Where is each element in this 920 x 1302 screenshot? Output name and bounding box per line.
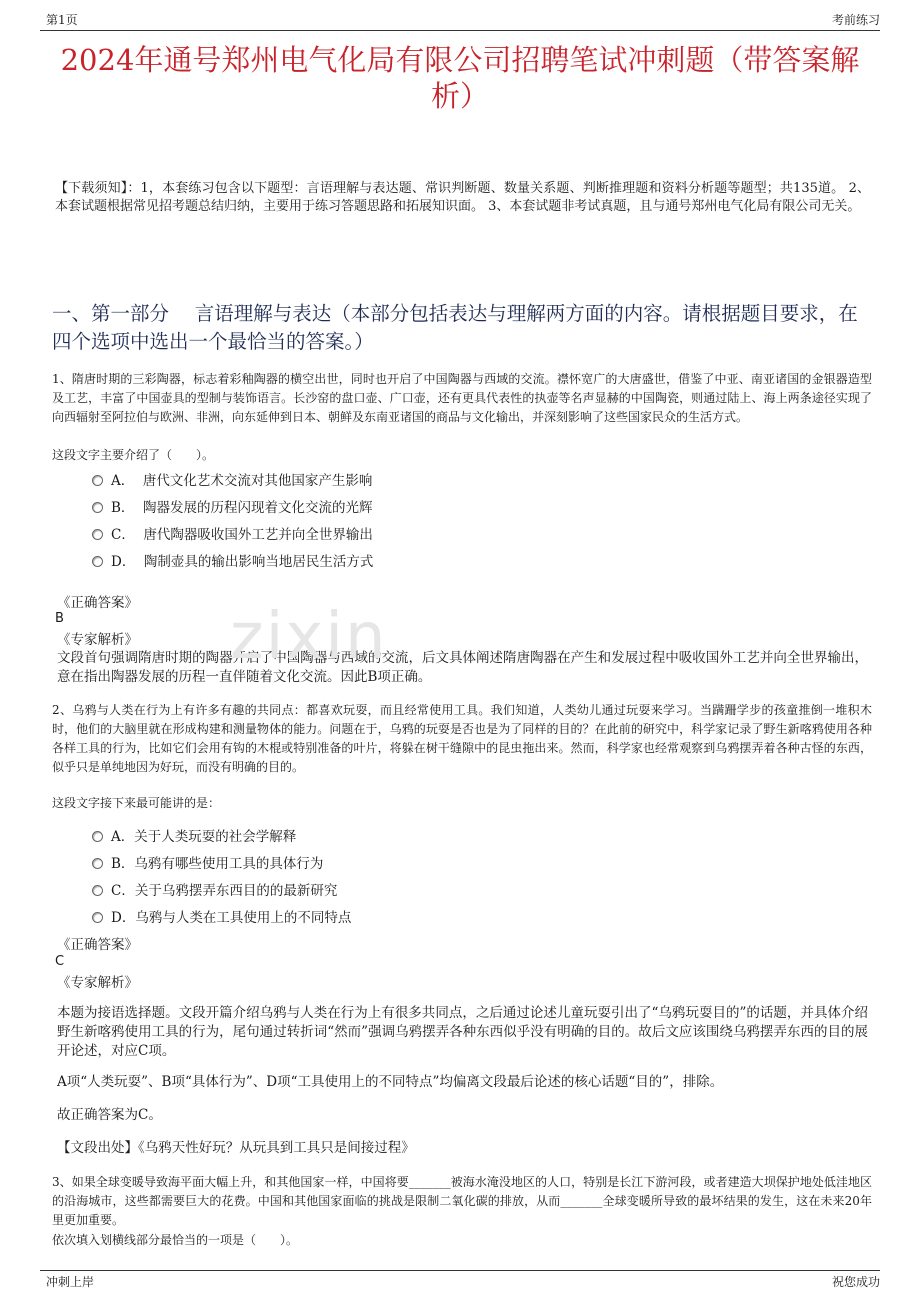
option-label: A． 唐代文化艺术交流对其他国家产生影响	[111, 472, 373, 489]
q2-stem: 这段文字接下来最可能讲的是：	[52, 796, 221, 810]
radio-button-icon[interactable]	[92, 556, 103, 567]
q1-option-a[interactable]	[92, 465, 512, 492]
radio-button-icon[interactable]	[92, 831, 103, 842]
page-number: 第1页	[46, 13, 78, 27]
q1-option-d[interactable]	[92, 546, 512, 573]
option-label: C． 唐代陶器吸收国外工艺并向全世界输出	[111, 526, 373, 543]
radio-button-icon[interactable]	[92, 912, 103, 923]
option-label: B．乌鸦有哪些使用工具的具体行为	[111, 855, 324, 872]
q2-analysis-exclude: A项“人类玩耍”、B项“具体行为”、D项“工具使用上的不同特点”均偏离文段最后论述的核心话题“目的”，排除。	[57, 1074, 724, 1090]
option-label: A．关于人类玩耍的社会学解释	[111, 828, 297, 845]
q3-passage: 3、如果全球变暖导致海平面大幅上升，和其他国家一样，中国将要_______被海水淹没地区的人口，特别是长江下游河段，或者建造大坝保护地处低洼地区的沿海城市，这些都需要巨大的花费。中国和其他国家面临的挑战是限制二氧化碳的排放，从而_______全球变暖所导致的最坏结果的发生，这在未来20年里更加重要。	[52, 1175, 872, 1227]
q1-stem: 这段文字主要介绍了（ ）。	[52, 448, 215, 462]
q1-option-b[interactable]	[92, 492, 512, 519]
q1-passage: 1、隋唐时期的三彩陶器，标志着彩釉陶器的横空出世，同时也开启了中国陶器与西域的交流。襟怀宽广的大唐盛世，借鉴了中亚、南亚诸国的金银器造型及工艺，丰富了中国壶具的型制与装饰语言。长沙窑的盘口壶、广口壶，还有更具代表性的执壶等名声显赫的中国陶瓷，则通过陆上、海上两条途径实现了向西辐射至阿拉伯与欧洲、非洲，向东延伸到日本、朝鲜及东南亚诸国的商品与文化输出，并深刻影响了这些国家民众的生活方式。	[52, 372, 872, 424]
q1-analysis: 文段首句强调隋唐时期的陶器开启了中国陶器与西域的交流，后文具体阐述隋唐陶器在产生和发展过程中吸收国外工艺并向全世界输出，意在指出陶器发展的历程一直伴随着文化交流。因此B项正确。	[57, 650, 868, 685]
watermark: zixin	[230, 600, 388, 674]
footer-left: 冲刺上岸	[46, 1275, 95, 1289]
q2-source: 【文段出处】《乌鸦天性好玩？从玩具到工具只是间接过程》	[57, 1140, 415, 1156]
q1-option-c[interactable]	[92, 519, 512, 546]
radio-button-icon[interactable]	[92, 502, 103, 513]
q1-options	[92, 465, 512, 573]
header-tag: 考前练习	[831, 13, 880, 27]
q2-option-d[interactable]	[92, 902, 512, 929]
q3-stem: 依次填入划横线部分最恰当的一项是（ ）。	[52, 1233, 299, 1247]
q2-option-b[interactable]	[92, 848, 512, 875]
option-label: D． 陶制壶具的输出影响当地居民生活方式	[111, 553, 374, 570]
q2-analysis-label: 《专家解析》	[57, 975, 138, 991]
option-label: B． 陶器发展的历程闪现着文化交流的光辉	[111, 499, 373, 516]
page-header	[40, 12, 880, 31]
q2-answer: C	[55, 954, 65, 969]
q2-analysis-main: 本题为接语选择题。文段开篇介绍乌鸦与人类在行为上有很多共同点，之后通过论述儿童玩耍引出了“乌鸦玩耍目的”的话题，并具体介绍野生新喀鸦使用工具的行为，尾句通过转折词“然而”强调乌鸦摆弄各种东西似乎没有明确的目的。故后文应该围绕乌鸦摆弄东西的目的展开论述，对应C项。	[57, 1005, 868, 1059]
q2-option-a[interactable]	[92, 821, 512, 848]
radio-button-icon[interactable]	[92, 858, 103, 869]
q2-answer-label: 《正确答案》	[57, 937, 138, 953]
q1-answer-label: 《正确答案》	[57, 595, 138, 611]
footer-right: 祝您成功	[831, 1275, 880, 1289]
option-label: C．关于乌鸦摆弄东西目的的最新研究	[111, 882, 338, 899]
radio-button-icon[interactable]	[92, 529, 103, 540]
download-notice: 【下载须知】：1，本套练习包含以下题型：言语理解与表达题、常识判断题、数量关系题、判断推理题和资料分析题等题型；共135道。 2、本套试题根据常见招考题总结归纳，主要用于练习答题思路和拓展知识面。 3、本套试题非考试真题，且与通号郑州电气化局有限公司无关。	[55, 181, 870, 214]
option-label: D．乌鸦与人类在工具使用上的不同特点	[111, 909, 352, 926]
q1-analysis-label: 《专家解析》	[57, 632, 138, 648]
q2-option-c[interactable]	[92, 875, 512, 902]
q2-analysis-conclusion: 故正确答案为C。	[57, 1107, 162, 1123]
page-footer	[40, 1270, 880, 1289]
q2-passage: 2、乌鸦与人类在行为上有许多有趣的共同点：都喜欢玩耍，而且经常使用工具。我们知道，人类幼儿通过玩耍来学习。当蹒跚学步的孩童推倒一堆积木时，他们的大脑里就在形成构建和测量物体的能力。问题在于，乌鸦的玩耍是否也是为了同样的目的？在此前的研究中，科学家记录了野生新喀鸦使用各种各样工具的行为，比如它们会用有钩的木棍或特别准备的叶片，将躲在树干缝隙中的昆虫拖出来。然而，科学家也经常观察到乌鸦摆弄着各种古怪的东西，似乎只是单纯地因为好玩，而没有明确的目的。	[52, 703, 872, 774]
q1-answer: B	[55, 611, 64, 626]
q2-options	[92, 821, 512, 929]
radio-button-icon[interactable]	[92, 475, 103, 486]
document-title: 2024年通号郑州电气化局有限公司招聘笔试冲刺题（带答案解析）	[60, 43, 860, 113]
section-heading: 一、第一部分 言语理解与表达（本部分包括表达与理解两方面的内容。请根据题目要求，在四个选项中选出一个最恰当的答案。）	[52, 302, 858, 353]
radio-button-icon[interactable]	[92, 885, 103, 896]
